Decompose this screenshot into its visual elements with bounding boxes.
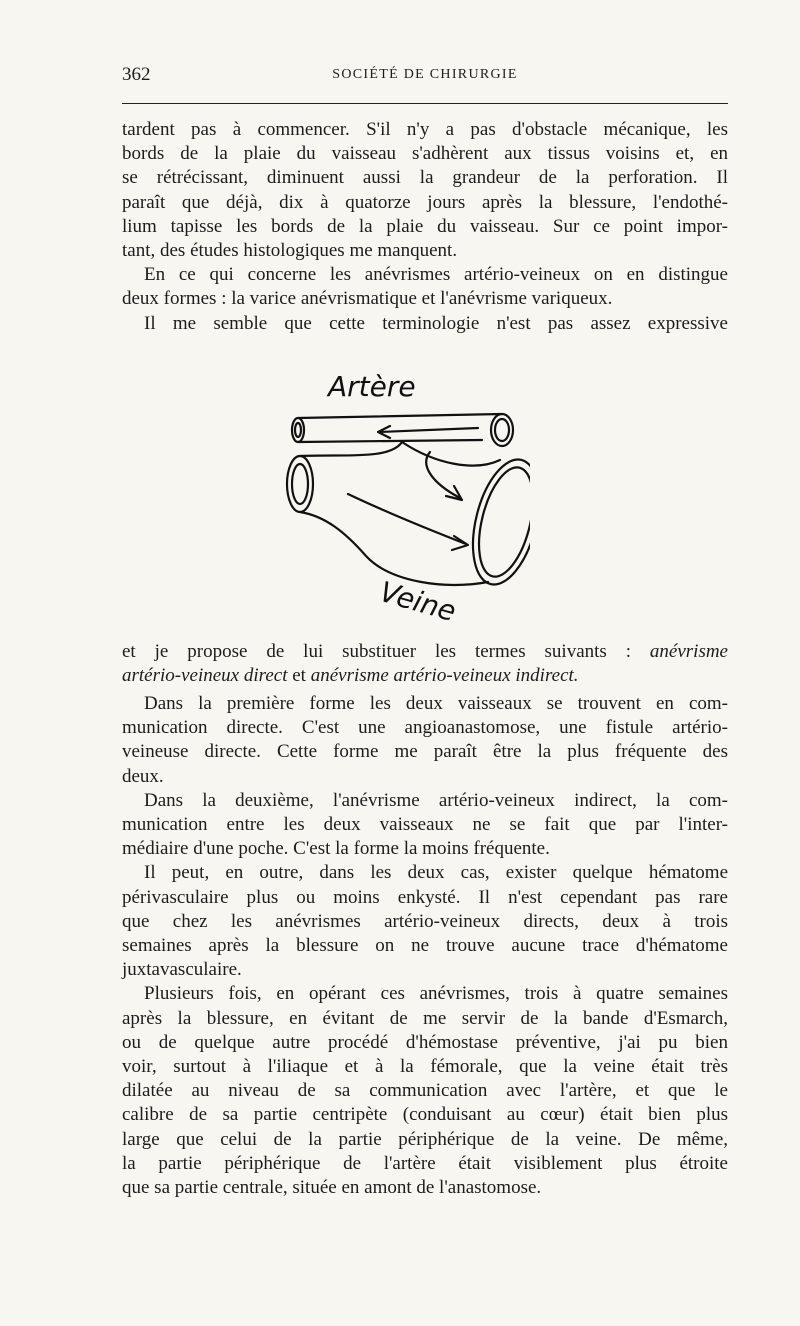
text-line: Dans la deuxième, l'anévrisme artério-veineux indirect, la com-	[144, 789, 728, 811]
text-line: munication directe. C'est une angioanastomose, une fistule artério-	[122, 717, 728, 739]
vein-flow-arrow	[348, 494, 466, 544]
text-line: voir, surtout à l'iliaque et à la fémorale, que la veine était très	[122, 1056, 728, 1078]
text-line: la partie périphérique de l'artère était visiblement plus étroite	[122, 1152, 728, 1174]
text-line: veineuse directe. Cette forme me paraît être la plus fréquente des	[122, 741, 728, 763]
text-line: deux formes : la varice anévrismatique et l'anévrisme variqueux.	[122, 288, 613, 310]
text-line: semaines après la blessure on ne trouve aucune trace d'hématome	[122, 935, 728, 957]
label-artere: Artère	[328, 370, 416, 403]
running-header	[122, 64, 728, 86]
text-line: bords de la plaie du vaisseau s'adhèrent aux tissus voisins et, en	[122, 143, 728, 165]
shunt-arrow	[426, 452, 460, 498]
text-block-bottom	[122, 692, 728, 1200]
vein-right-opening	[461, 453, 530, 592]
text-line: deux.	[122, 765, 164, 787]
text-line: Il peut, en outre, dans les deux cas, exister quelque hématome	[144, 862, 728, 884]
vein-left-lumen	[292, 464, 308, 504]
text-line: après la blessure, en évitant de me servir de la bande d'Esmarch,	[122, 1007, 728, 1029]
text-line: dilatée au niveau de sa communication avec l'artère, et que le	[122, 1080, 728, 1102]
text-line: ou de quelque autre procédé d'hémostase préventive, j'ai pu bien	[122, 1031, 728, 1053]
text-block-continuation	[122, 640, 728, 688]
text-line: Plusieurs fois, en opérant ces anévrismes, trois à quatre semaines	[144, 983, 728, 1005]
text-line: En ce qui concerne les anévrismes artério-veineux on en distingue	[144, 264, 728, 286]
artery-left-opening	[292, 418, 304, 442]
header-rule	[122, 103, 728, 104]
shunt-arrowhead	[446, 486, 462, 500]
vein-arrowhead	[452, 536, 468, 550]
text-line: médiaire d'une poche. C'est la forme la moins fréquente.	[122, 838, 550, 860]
vessel-diagram	[270, 364, 530, 628]
text-line: périvasculaire plus ou moins enkysté. Il n'est cependant pas rare	[122, 886, 728, 908]
text-span: et	[287, 665, 311, 687]
text-line: tardent pas à commencer. S'il n'y a pas d'obstacle mécanique, les	[122, 119, 728, 140]
text-line: juxtavasculaire.	[122, 959, 242, 981]
text-line: que sa partie centrale, située en amont de l'anastomose.	[122, 1177, 542, 1199]
text-span: et je propose de lui substituer les termes suivants :	[122, 641, 650, 662]
term-italic: artério-veineux direct	[122, 665, 288, 687]
text-line: lium tapisse les bords de la plaie du vaisseau. Sur ce point impor-	[122, 215, 728, 237]
text-line	[122, 664, 728, 688]
page-number: 362	[122, 64, 151, 85]
text-line: se rétrécissant, diminuent aussi la grandeur de la perforation. Il	[122, 167, 728, 189]
text-line: que chez les anévrismes artério-veineux directs, deux à trois	[122, 910, 728, 932]
artery-flow-arrow	[380, 428, 478, 432]
running-title: SOCIÉTÉ DE CHIRURGIE	[332, 67, 518, 82]
text-line: paraît que déjà, dix à quatorze jours après la blessure, l'endothé-	[122, 191, 728, 213]
vessel-drawing	[270, 364, 530, 628]
text-line: calibre de sa partie centripète (conduisant au cœur) était bien plus	[122, 1104, 728, 1126]
artery-right-lumen	[495, 419, 509, 441]
vein-upper-wall	[300, 442, 500, 466]
text-line: Dans la première forme les deux vaisseaux se trouvent en com-	[144, 693, 728, 714]
label-veine: Veine	[376, 575, 460, 628]
artery-left-lumen	[295, 423, 301, 437]
term-italic: anévrisme artério-veineux indirect.	[310, 665, 579, 687]
text-line: large que celui de la partie périphérique de la veine. De même,	[122, 1128, 728, 1150]
text-block-top	[122, 118, 728, 336]
text-line	[122, 640, 728, 664]
text-line: tant, des études histologiques me manquent.	[122, 240, 458, 262]
term-italic: anévrisme	[649, 641, 728, 662]
text-line: munication entre les deux vaisseaux ne se fait que par l'inter-	[122, 814, 728, 836]
text-line: Il me semble que cette terminologie n'est pas assez expressive	[144, 312, 728, 334]
